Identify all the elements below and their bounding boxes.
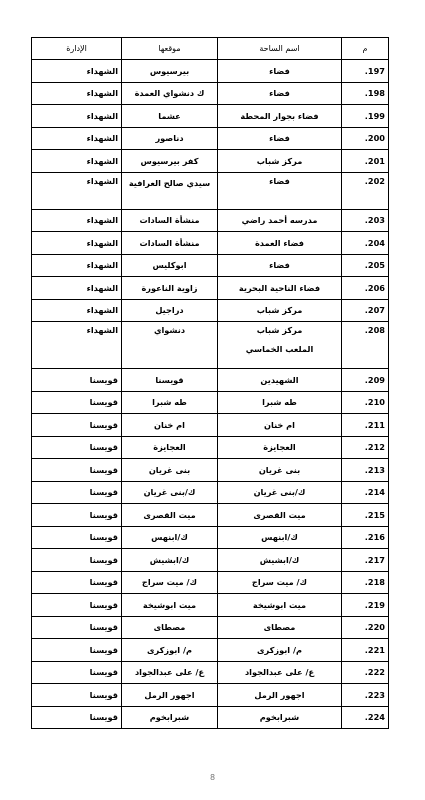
yard-administration: الشهداء bbox=[32, 127, 122, 150]
row-number: 202. bbox=[342, 172, 389, 209]
row-number: 214. bbox=[342, 481, 389, 504]
yard-location bbox=[122, 571, 218, 594]
row-number: 219. bbox=[342, 594, 389, 617]
table-row bbox=[32, 549, 389, 572]
table-header-row bbox=[32, 38, 389, 60]
yard-location bbox=[122, 414, 218, 437]
yard-location bbox=[122, 661, 218, 684]
yard-location-text: منشأة السادات bbox=[139, 215, 200, 226]
yard-location bbox=[122, 684, 218, 707]
yard-name-text: طه شبرا bbox=[262, 397, 297, 408]
yard-location bbox=[122, 526, 218, 549]
header-admin: الإدارة bbox=[32, 38, 122, 60]
yard-administration: قويسنا bbox=[32, 661, 122, 684]
yard-name bbox=[218, 299, 342, 322]
row-number: 203. bbox=[342, 209, 389, 232]
yard-name bbox=[218, 60, 342, 83]
yard-administration: قويسنا bbox=[32, 391, 122, 414]
yard-location-text: دراجيل bbox=[155, 305, 184, 316]
row-number: 218. bbox=[342, 571, 389, 594]
yard-name bbox=[218, 526, 342, 549]
yard-location-text: دناصور bbox=[155, 133, 184, 144]
yard-administration: قويسنا bbox=[32, 369, 122, 392]
yard-name bbox=[218, 209, 342, 232]
yard-name-text: ك/بنى غريان bbox=[253, 487, 306, 498]
row-number: 221. bbox=[342, 639, 389, 662]
yard-location bbox=[122, 459, 218, 482]
yard-administration: قويسنا bbox=[32, 571, 122, 594]
table-row bbox=[32, 127, 389, 150]
yard-location-text: ام خنان bbox=[154, 419, 185, 430]
yard-name bbox=[218, 127, 342, 150]
yard-location-text: مصطاى bbox=[153, 622, 186, 633]
table-row bbox=[32, 277, 389, 300]
yard-name bbox=[218, 661, 342, 684]
yard-administration: قويسنا bbox=[32, 706, 122, 729]
yard-administration: قويسنا bbox=[32, 481, 122, 504]
row-number: 204. bbox=[342, 232, 389, 255]
yard-name-text: م/ ابوزكرى bbox=[257, 644, 302, 655]
yard-name-text: ميت القصرى bbox=[253, 509, 306, 520]
yard-administration: قويسنا bbox=[32, 436, 122, 459]
yard-location-text: ك دنشواي العمدة bbox=[134, 88, 205, 99]
yard-name bbox=[218, 414, 342, 437]
yard-administration: الشهداء bbox=[32, 299, 122, 322]
yard-name-text: ام خنان bbox=[264, 419, 295, 430]
yard-name bbox=[218, 254, 342, 277]
yard-name bbox=[218, 82, 342, 105]
yard-location bbox=[122, 504, 218, 527]
yard-location-text: ميت ابوشيخة bbox=[142, 599, 197, 610]
yard-name bbox=[218, 277, 342, 300]
yard-name bbox=[218, 232, 342, 255]
yard-name bbox=[218, 105, 342, 128]
row-number: 198. bbox=[342, 82, 389, 105]
yard-name-text: ك/ ميت سراج bbox=[251, 577, 308, 588]
yard-name bbox=[218, 459, 342, 482]
yard-location-text: بنى غريان bbox=[148, 464, 191, 475]
row-number: 224. bbox=[342, 706, 389, 729]
yard-name-text: فضاء bbox=[269, 260, 290, 271]
yard-location-text: عشما bbox=[158, 110, 181, 121]
row-number: 200. bbox=[342, 127, 389, 150]
yard-name bbox=[218, 150, 342, 173]
yard-location-text: ع/ على عبدالجواد bbox=[134, 667, 205, 678]
table-row bbox=[32, 459, 389, 482]
row-number: 217. bbox=[342, 549, 389, 572]
yard-administration: الشهداء bbox=[32, 150, 122, 173]
table-row bbox=[32, 684, 389, 707]
table-row bbox=[32, 436, 389, 459]
yard-administration: قويسنا bbox=[32, 616, 122, 639]
table-row bbox=[32, 322, 389, 369]
yard-location-text: طه شبرا bbox=[152, 397, 187, 408]
yard-name bbox=[218, 549, 342, 572]
yard-location bbox=[122, 127, 218, 150]
yard-location bbox=[122, 616, 218, 639]
yard-name bbox=[218, 369, 342, 392]
yard-administration: الشهداء bbox=[32, 60, 122, 83]
yard-location bbox=[122, 60, 218, 83]
header-num: م bbox=[342, 38, 389, 60]
yard-location-text: ابوكليس bbox=[152, 260, 187, 271]
row-number: 211. bbox=[342, 414, 389, 437]
row-number: 213. bbox=[342, 459, 389, 482]
table-row bbox=[32, 209, 389, 232]
yard-name bbox=[218, 436, 342, 459]
yard-name bbox=[218, 391, 342, 414]
yard-name bbox=[218, 571, 342, 594]
yard-location bbox=[122, 172, 218, 209]
yard-name-text-secondary: الملعب الخماسي bbox=[245, 344, 314, 354]
yard-location-text: منشأة السادات bbox=[139, 237, 200, 248]
table-row bbox=[32, 254, 389, 277]
table-row bbox=[32, 369, 389, 392]
yards-table bbox=[31, 37, 389, 729]
table-row bbox=[32, 299, 389, 322]
table-row bbox=[32, 172, 389, 209]
yard-name-text: مدرسه أحمد راضي bbox=[241, 215, 318, 226]
table-row bbox=[32, 391, 389, 414]
yard-location-text: قويسنا bbox=[155, 374, 184, 385]
yard-location bbox=[122, 105, 218, 128]
yard-administration: الشهداء bbox=[32, 232, 122, 255]
yard-location-text: بيرسيوس bbox=[149, 65, 190, 76]
row-number: 216. bbox=[342, 526, 389, 549]
yard-name-text: فضاء بجوار المحطة bbox=[240, 110, 319, 121]
yard-name bbox=[218, 322, 342, 369]
yard-name bbox=[218, 504, 342, 527]
yard-administration: قويسنا bbox=[32, 414, 122, 437]
yard-name-text: فضاء bbox=[269, 88, 290, 99]
table-row bbox=[32, 504, 389, 527]
row-number: 222. bbox=[342, 661, 389, 684]
yard-name-text: مركز شباب bbox=[256, 305, 303, 316]
yard-location-text: م/ ابوزكرى bbox=[147, 644, 192, 655]
row-number: 215. bbox=[342, 504, 389, 527]
yard-name bbox=[218, 639, 342, 662]
yard-name-text: العجايزة bbox=[263, 442, 296, 453]
yard-location-text: شبرابخوم bbox=[149, 712, 190, 723]
yard-location bbox=[122, 209, 218, 232]
yard-location-text: ك/ابشيش bbox=[149, 554, 190, 565]
yard-administration: قويسنا bbox=[32, 549, 122, 572]
row-number: 206. bbox=[342, 277, 389, 300]
yard-location-text: اجهور الرمل bbox=[144, 689, 195, 700]
yard-location-text: ميت القصرى bbox=[143, 509, 196, 520]
row-number: 205. bbox=[342, 254, 389, 277]
table-body bbox=[32, 60, 389, 729]
yard-location bbox=[122, 706, 218, 729]
yard-name-text: فضاء bbox=[269, 133, 290, 144]
row-number: 197. bbox=[342, 60, 389, 83]
yard-administration: الشهداء bbox=[32, 172, 122, 209]
table-row bbox=[32, 60, 389, 83]
yard-location-text: سيدي صالح العرافية bbox=[128, 177, 211, 188]
table-row bbox=[32, 150, 389, 173]
yard-location-text: ك/ابنهس bbox=[151, 532, 188, 543]
table-row bbox=[32, 661, 389, 684]
yard-name bbox=[218, 706, 342, 729]
yard-location bbox=[122, 150, 218, 173]
yard-location bbox=[122, 277, 218, 300]
yard-name-text: بنى غريان bbox=[258, 464, 301, 475]
yard-name bbox=[218, 594, 342, 617]
row-number: 210. bbox=[342, 391, 389, 414]
yard-name bbox=[218, 481, 342, 504]
yard-administration: قويسنا bbox=[32, 504, 122, 527]
yard-name-text: ميت ابوشيخة bbox=[252, 599, 307, 610]
yard-name-text: الشهيدين bbox=[260, 374, 299, 385]
table-row bbox=[32, 105, 389, 128]
yard-administration: الشهداء bbox=[32, 277, 122, 300]
row-number: 223. bbox=[342, 684, 389, 707]
yard-location bbox=[122, 639, 218, 662]
table-row bbox=[32, 414, 389, 437]
yard-location bbox=[122, 82, 218, 105]
row-number: 212. bbox=[342, 436, 389, 459]
yard-location-text: ك/بنى غريان bbox=[143, 487, 196, 498]
yard-administration: قويسنا bbox=[32, 459, 122, 482]
yard-name-text: مركز شباب bbox=[256, 155, 303, 166]
yard-name bbox=[218, 616, 342, 639]
header-name: اسم الساحة bbox=[218, 38, 342, 60]
yard-location bbox=[122, 299, 218, 322]
yard-location bbox=[122, 549, 218, 572]
row-number: 209. bbox=[342, 369, 389, 392]
row-number: 199. bbox=[342, 105, 389, 128]
row-number: 201. bbox=[342, 150, 389, 173]
yard-name bbox=[218, 684, 342, 707]
yard-name-text: فضاء bbox=[269, 175, 290, 186]
table-row bbox=[32, 481, 389, 504]
yard-administration: الشهداء bbox=[32, 82, 122, 105]
header-location: موقعها bbox=[122, 38, 218, 60]
table-row bbox=[32, 571, 389, 594]
page-number: 8 bbox=[209, 773, 216, 782]
yard-administration: قويسنا bbox=[32, 684, 122, 707]
yard-name-text: ع/ على عبدالجواد bbox=[244, 667, 315, 678]
yard-location-text: كفر بيرسيوس bbox=[140, 155, 199, 166]
yard-administration: الشهداء bbox=[32, 322, 122, 369]
yard-location bbox=[122, 254, 218, 277]
yard-name-text: شبرابخوم bbox=[259, 712, 300, 723]
table-row bbox=[32, 526, 389, 549]
yard-name-text: فضاء الناحية البحرية bbox=[238, 282, 321, 293]
yard-administration: قويسنا bbox=[32, 594, 122, 617]
table-row bbox=[32, 706, 389, 729]
yard-administration: قويسنا bbox=[32, 526, 122, 549]
yard-administration: قويسنا bbox=[32, 639, 122, 662]
table-row bbox=[32, 616, 389, 639]
yard-location bbox=[122, 436, 218, 459]
yard-location bbox=[122, 594, 218, 617]
yard-name-text: مصطاى bbox=[263, 622, 296, 633]
yard-name-text: اجهور الرمل bbox=[254, 689, 305, 700]
yard-name bbox=[218, 172, 342, 209]
yard-administration: الشهداء bbox=[32, 254, 122, 277]
row-number: 208. bbox=[342, 322, 389, 369]
row-number: 220. bbox=[342, 616, 389, 639]
yard-location-text: العجايزة bbox=[153, 442, 186, 453]
yard-location bbox=[122, 481, 218, 504]
yard-name-text: ك/ابنهس bbox=[261, 532, 298, 543]
yard-name-text: فضاء العمدة bbox=[254, 237, 305, 248]
yard-location-text: زاوية الناعورة bbox=[141, 282, 198, 293]
yard-location-text: ك/ ميت سراج bbox=[141, 577, 198, 588]
table-row bbox=[32, 639, 389, 662]
yard-location-text: دنشواي bbox=[153, 325, 186, 335]
row-number: 207. bbox=[342, 299, 389, 322]
table-row bbox=[32, 594, 389, 617]
yard-name-text: ك/ابشيش bbox=[259, 554, 300, 565]
table-row bbox=[32, 82, 389, 105]
yard-name-text: فضاء bbox=[269, 65, 290, 76]
yard-location bbox=[122, 322, 218, 369]
yard-location bbox=[122, 391, 218, 414]
table-row bbox=[32, 232, 389, 255]
yard-name-text: مركز شباب bbox=[256, 325, 303, 335]
yard-administration: الشهداء bbox=[32, 209, 122, 232]
yard-location bbox=[122, 232, 218, 255]
yard-administration: الشهداء bbox=[32, 105, 122, 128]
yard-location bbox=[122, 369, 218, 392]
